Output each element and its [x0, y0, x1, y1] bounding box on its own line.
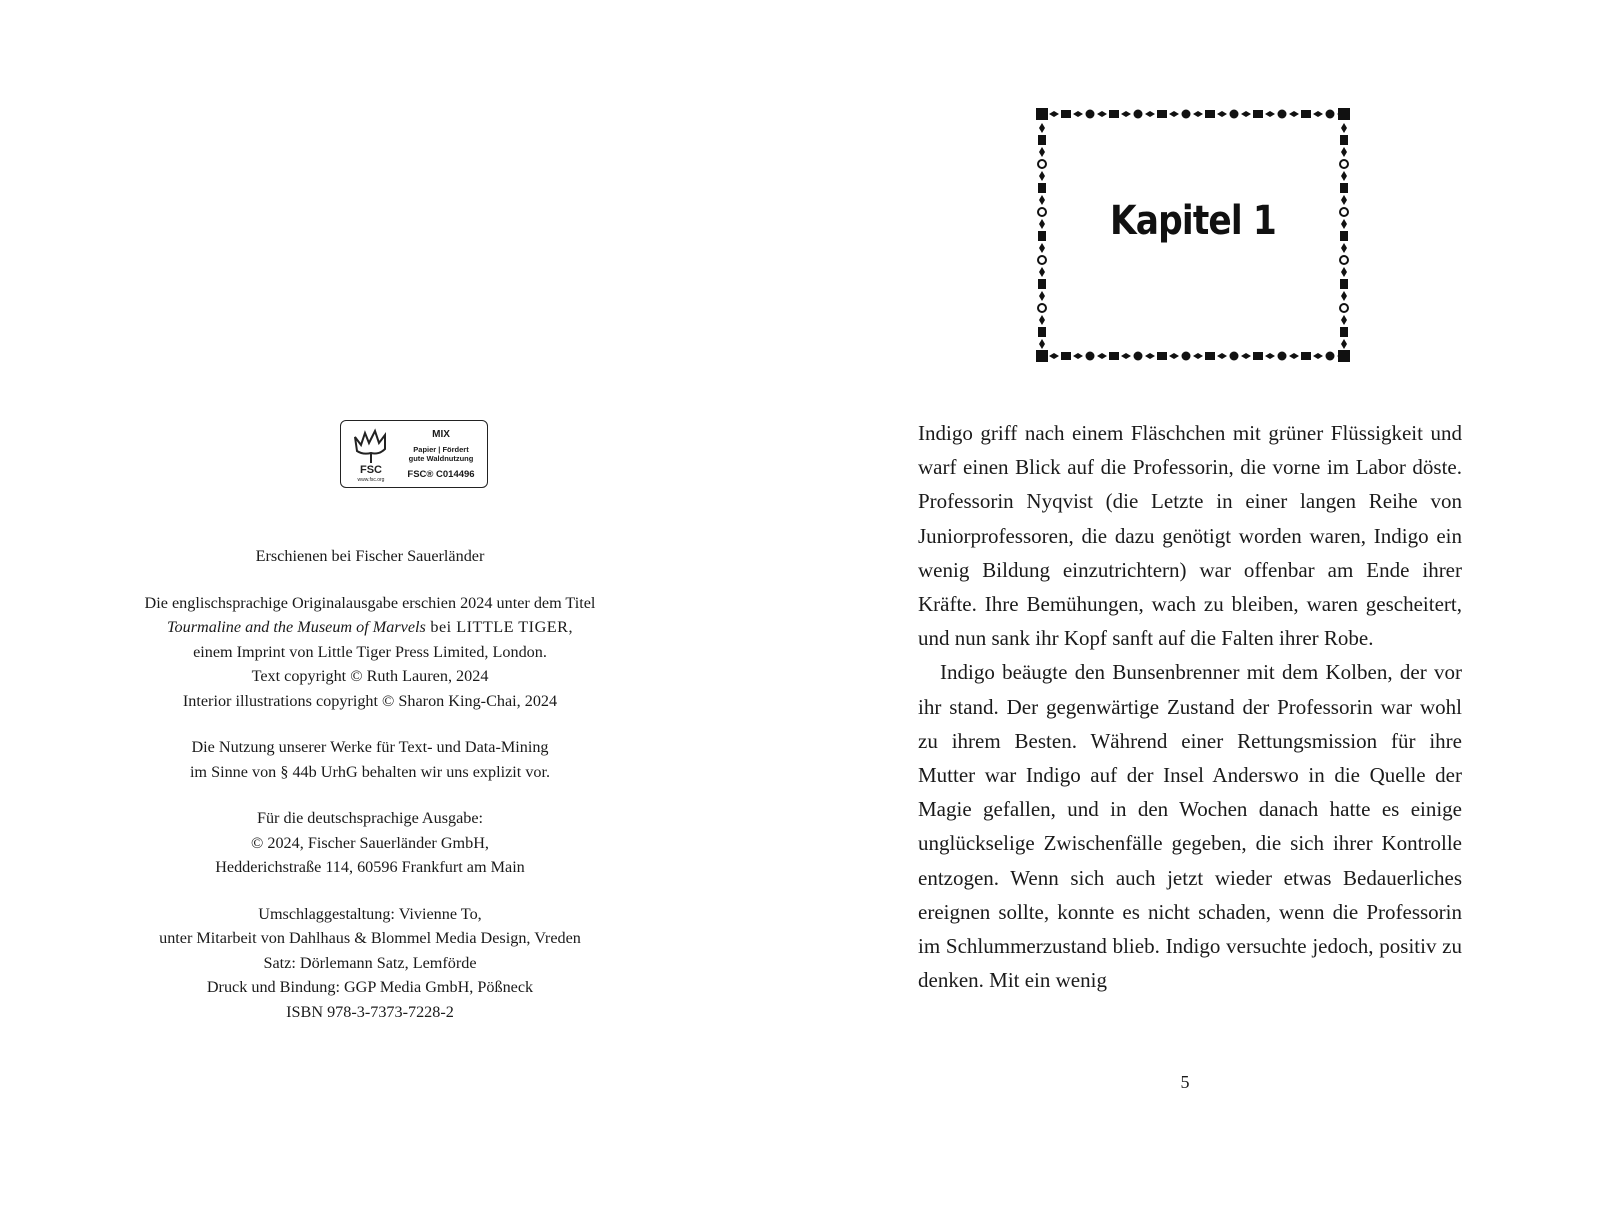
- publisher-block: [120, 544, 620, 569]
- credits-line2: unter Mitarbeit von Dahlhaus & Blommel Media Design, Vreden: [159, 929, 581, 947]
- original-line2-rest: bei LITTLE TIGER,: [425, 618, 573, 636]
- german-line3: Hedderichstraße 114, 60596 Frankfurt am Main: [215, 858, 525, 876]
- fsc-claim-line2: gute Waldnutzung: [408, 454, 474, 463]
- original-line2: [120, 615, 620, 640]
- credits-line4: Druck und Bindung: GGP Media GmbH, Pößneck: [206, 978, 534, 996]
- chapter-text: [918, 416, 1462, 997]
- credits-block: [120, 902, 620, 1025]
- publisher-line: Erschienen bei Fischer Sauerländer: [255, 547, 485, 565]
- tdm-line1: Die Nutzung unserer Werke für Text- und Data-Mining: [191, 738, 549, 756]
- fsc-claim-line1: Papier | Fördert: [413, 445, 469, 454]
- german-line2: © 2024, Fischer Sauerländer GmbH,: [251, 833, 489, 852]
- chapter-title: Kapitel 1: [1109, 198, 1277, 244]
- german-line1: Für die deutschsprachige Ausgabe:: [256, 809, 484, 827]
- page-number: 5: [1180, 1072, 1190, 1092]
- fsc-logo-url: www.fsc.org: [357, 477, 385, 483]
- chapter-frame: [1034, 106, 1352, 364]
- isbn: ISBN 978-3-7373-7228-2: [286, 1002, 454, 1021]
- fsc-license: FSC® C014496: [407, 469, 475, 480]
- fsc-mix: MIX: [432, 429, 450, 440]
- imprint: [120, 544, 620, 1024]
- fsc-claim: [397, 445, 485, 463]
- tdm-block: [120, 735, 620, 784]
- credits-line1: Umschlaggestaltung: Vivienne To,: [258, 904, 482, 923]
- paragraph-1: Indigo griff nach einem Fläschchen mit grüner Flüssigkeit und warf einen Blick auf die Professorin, die vorne im Labor döste. Professorin Nyqvist (die Letzte in einer langen Reihe von Juniorprofessoren, die dazu genötigt worden waren, Indigo ein wenig Bildung einzutrichtern) war offenbar am Ende ihrer Kräfte. Ihre Bemühungen, wach zu bleiben, waren gescheitert, und nun sank ihr Kopf sanft auf die Falten ihrer Robe.: [918, 421, 1462, 651]
- tdm-line2: im Sinne von § 44b UrhG behalten wir uns explizit vor.: [189, 762, 551, 781]
- fsc-label: [340, 420, 488, 488]
- fsc-tree-icon: [349, 425, 393, 485]
- original-line4: Text copyright © Ruth Lauren, 2024: [251, 667, 489, 685]
- original-title: Tourmaline and the Museum of Marvels: [167, 618, 426, 636]
- original-line1: Die englischsprachige Originalausgabe erschien 2024 unter dem Titel: [144, 593, 596, 612]
- fsc-logo-text: FSC: [360, 464, 382, 476]
- original-edition-block: [120, 591, 620, 714]
- original-line3: einem Imprint von Little Tiger Press Limited, London.: [193, 642, 547, 661]
- paragraph-2: Indigo beäugte den Bunsenbrenner mit dem Kolben, der vor ihr stand. Der gegenwärtige Zustand der Professorin war wohl zu ihrem Besten. Während einer Rettungsmission für ihre Mutter war Indigo auf der Insel Anderswo in die Quelle der Magie gefallen, und in den Wochen danach hatte es einige unglückselige Zwischenfälle gegeben, die sich ihrer Kontrolle entzogen. Wenn sich auch jetzt wieder etwas Bedauerliches ereignen sollte, konnte es nicht schaden, wenn die Professorin im Schlummerzustand blieb. Indigo versuchte jedoch, positiv zu denken. Mit ein wenig: [918, 660, 1462, 993]
- credits-line3: Satz: Dörlemann Satz, Lemförde: [263, 953, 477, 972]
- original-line5: Interior illustrations copyright © Sharon King-Chai, 2024: [182, 691, 558, 710]
- german-edition-block: [120, 806, 620, 880]
